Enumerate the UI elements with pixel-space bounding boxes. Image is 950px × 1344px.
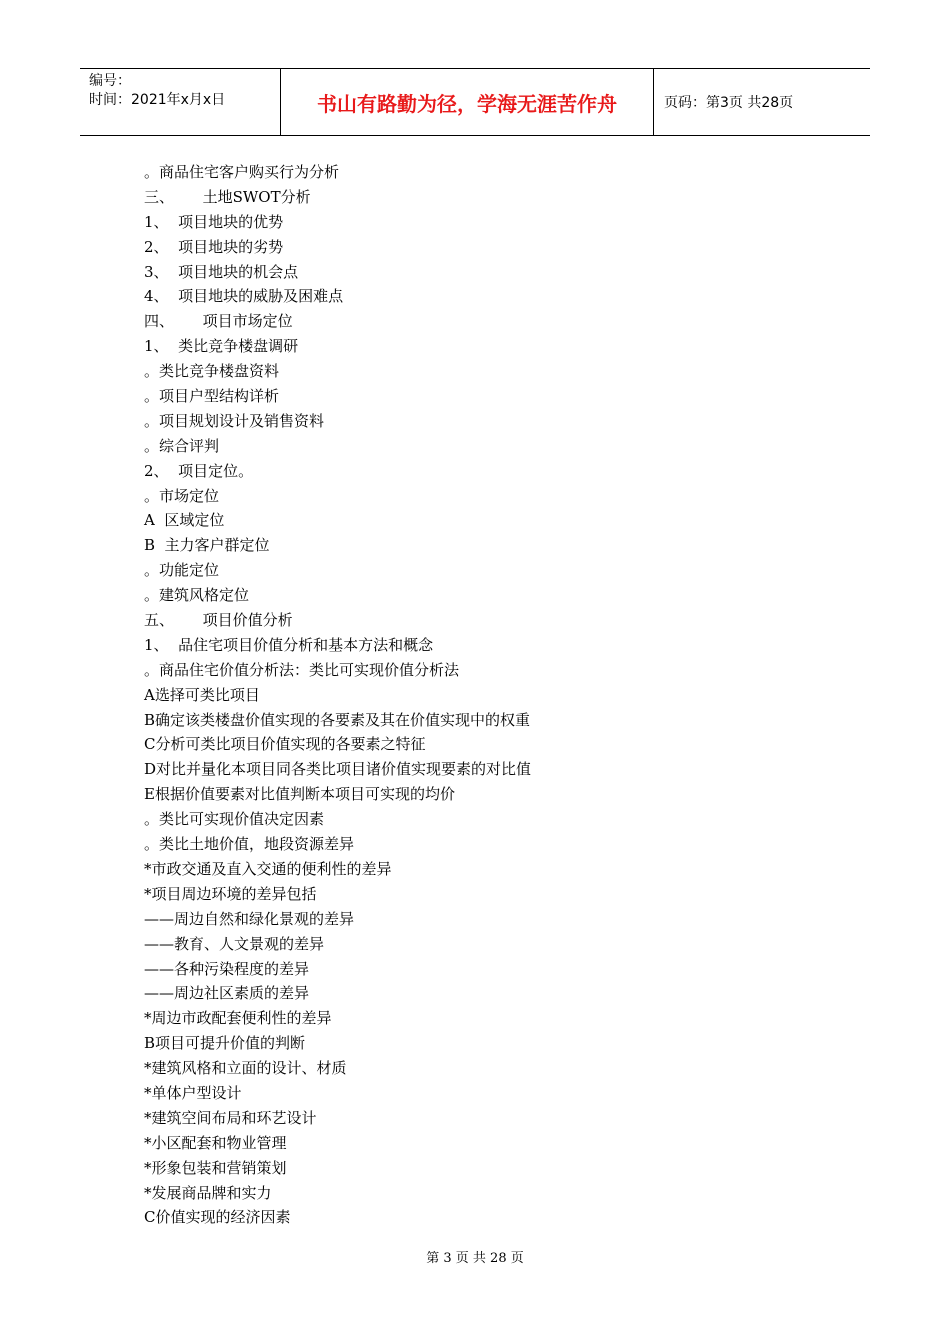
text-line: 。商品住宅客户购买行为分析	[144, 163, 340, 181]
text-line: 。市场定位	[144, 486, 220, 505]
text-line: B确定该类楼盘价值实现的各要素及其在价值实现中的权重	[144, 710, 531, 729]
text-line: *建筑空间布局和环艺设计	[144, 1108, 317, 1127]
text-line: ——周边社区素质的差异	[144, 984, 310, 1003]
text-line: *单体户型设计	[144, 1083, 242, 1102]
text-line: *周边市政配套便利性的差异	[144, 1009, 332, 1028]
text-line: 。综合评判	[144, 436, 220, 455]
text-line: 1、 项目地块的优势	[144, 212, 284, 231]
text-line: 。建筑风格定位	[144, 586, 250, 605]
header-page-number: 页码：第3页 共28页	[664, 95, 794, 111]
text-line: *小区配套和物业管理	[144, 1133, 287, 1152]
text-line: 三、 土地SWOT分析	[144, 187, 311, 206]
header-meta	[80, 69, 281, 135]
text-line: ——各种污染程度的差异	[144, 959, 310, 978]
text-line: *建筑风格和立面的设计、材质	[144, 1059, 347, 1078]
text-line: C价值实现的经济因素	[144, 1208, 291, 1227]
text-line: 1、 品住宅项目价值分析和基本方法和概念	[144, 635, 434, 654]
text-line: B 主力客户群定位	[144, 536, 270, 555]
text-line: B项目可提升价值的判断	[144, 1034, 306, 1053]
text-line: D对比并量化本项目同各类比项目诸价值实现要素的对比值	[144, 760, 532, 779]
text-line: *项目周边环境的差异包括	[144, 884, 317, 903]
header-motto: 书山有路勤为径，学海无涯苦作舟	[281, 69, 654, 135]
time-label: 时间：2021年x月x日	[89, 92, 226, 108]
text-line: E根据价值要素对比值判断本项目可实现的均价	[144, 785, 455, 804]
text-line: *发展商品牌和实力	[144, 1183, 272, 1202]
text-line: 1、 类比竞争楼盘调研	[144, 337, 299, 356]
text-line: 。商品住宅价值分析法：类比可实现价值分析法	[144, 660, 460, 679]
text-line: 。项目规划设计及销售资料	[144, 411, 325, 430]
page-footer: 第 3 页 共 28 页	[426, 1251, 524, 1266]
text-line: *形象包装和营销策划	[144, 1158, 287, 1177]
text-line: ——教育、人文景观的差异	[144, 934, 325, 953]
text-line: 4、 项目地块的威胁及困难点	[144, 287, 344, 306]
text-line: C分析可类比项目价值实现的各要素之特征	[144, 735, 426, 754]
text-line: A 区域定位	[144, 511, 225, 530]
text-line: A选择可类比项目	[144, 685, 260, 704]
text-line: 。类比土地价值，地段资源差异	[144, 835, 355, 854]
text-line: 3、 项目地块的机会点	[144, 262, 299, 281]
text-line: 。功能定位	[144, 561, 220, 580]
text-line: *市政交通及直入交通的便利性的差异	[144, 859, 392, 878]
number-label: 编号：	[89, 73, 131, 89]
page-header	[80, 68, 870, 136]
document-body	[144, 160, 864, 1230]
text-line: 。类比可实现价值决定因素	[144, 810, 325, 829]
text-line: 2、 项目地块的劣势	[144, 237, 284, 256]
text-line: 。项目户型结构详析	[144, 387, 280, 406]
text-line: 。类比竞争楼盘资料	[144, 362, 280, 381]
text-line: 五、 项目价值分析	[144, 611, 293, 630]
text-line: ——周边自然和绿化景观的差异	[144, 909, 355, 928]
text-line: 四、 项目市场定位	[144, 312, 293, 331]
text-line: 2、 项目定位。	[144, 461, 254, 480]
